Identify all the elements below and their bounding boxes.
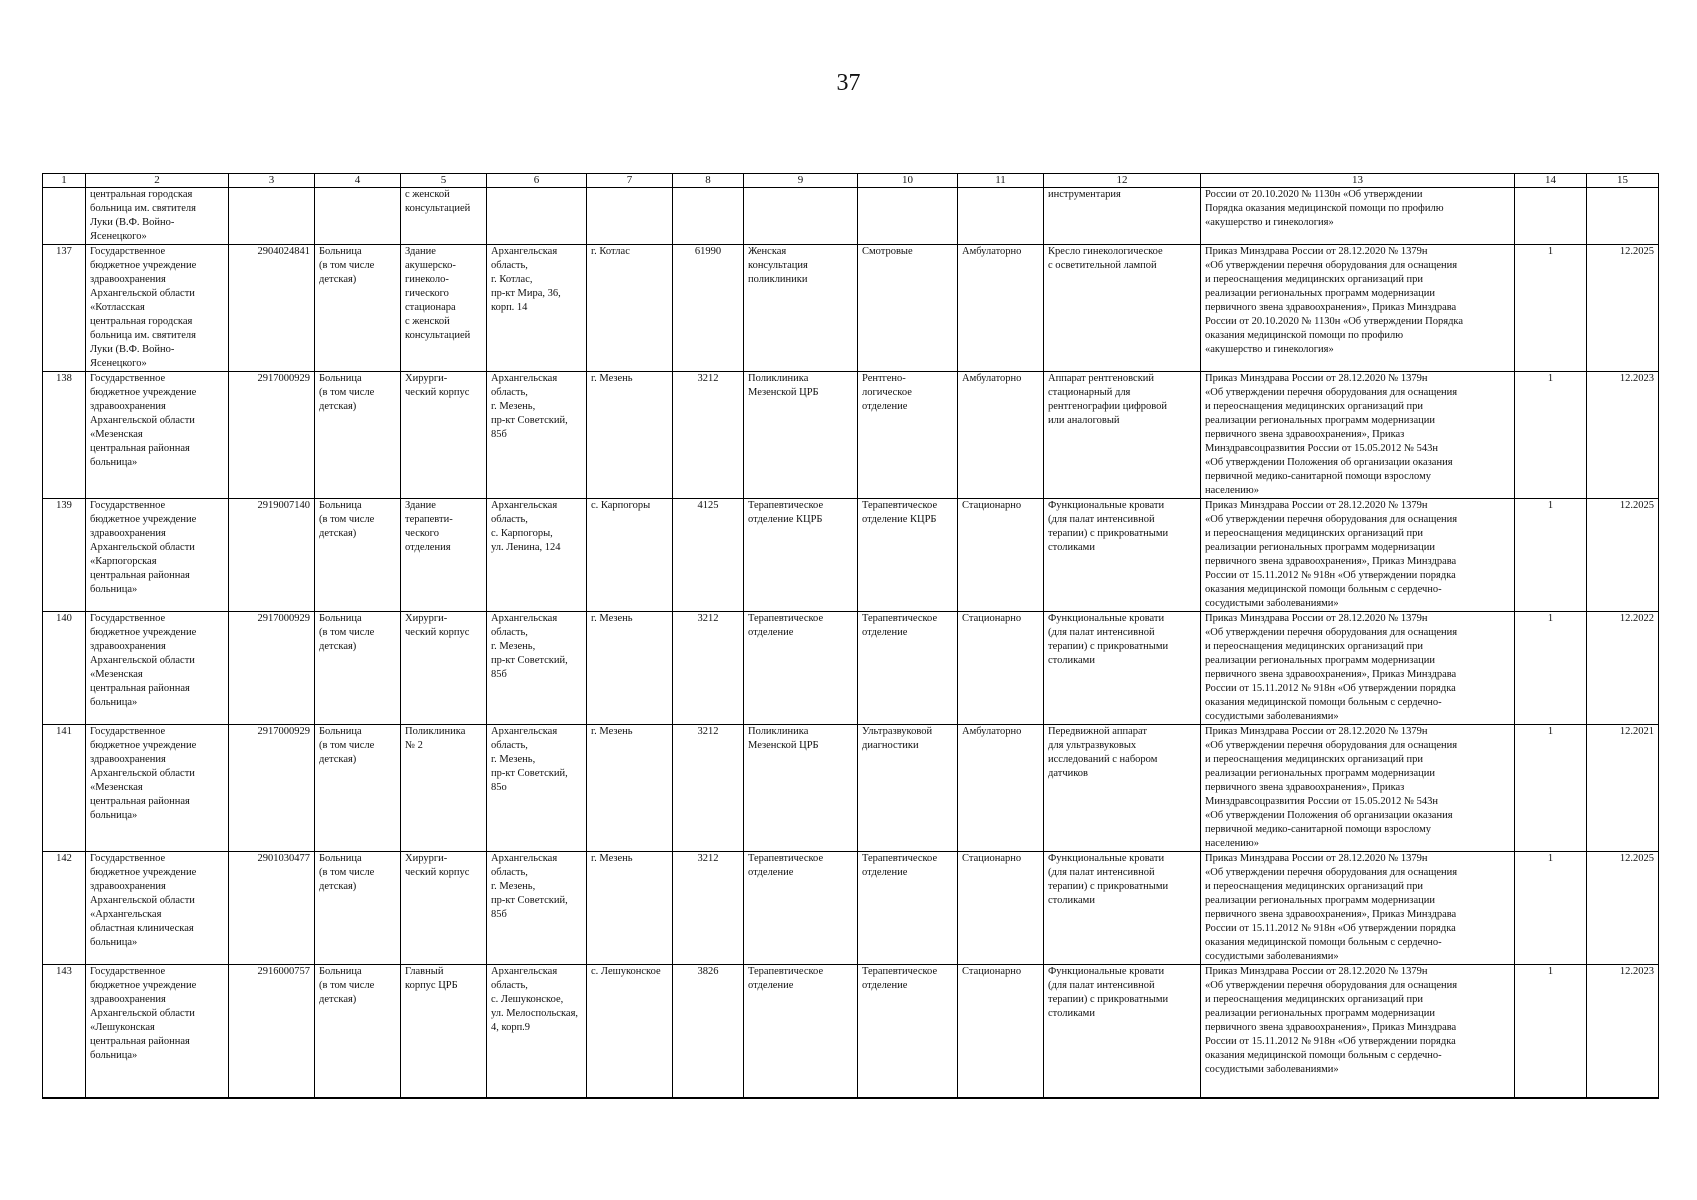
table-cell-col-3: 2904024841 — [229, 245, 315, 372]
table-cell-col-12: инструментария — [1044, 188, 1201, 245]
table-cell-col-14: 1 — [1515, 965, 1587, 1098]
table-cell-col-8: 3212 — [673, 852, 744, 965]
table-cell-col-10: Терапевтическое отделение — [858, 852, 958, 965]
table-cell-col-6: Архангельская область, г. Мезень, пр-кт Советский, 85б — [487, 372, 587, 499]
table-cell-col-6: Архангельская область, г. Мезень, пр-кт Советский, 85б — [487, 612, 587, 725]
table-row — [43, 372, 1659, 499]
table-cell-col-10: Терапевтическое отделение — [858, 965, 958, 1098]
table-cell-col-8 — [673, 188, 744, 245]
table-cell-col-14: 1 — [1515, 245, 1587, 372]
table-cell-col-11: Стационарно — [958, 852, 1044, 965]
table-cell-col-5: Хирурги- ческий корпус — [401, 372, 487, 499]
column-header-1: 1 — [43, 174, 86, 188]
table-cell-col-9: Поликлиника Мезенской ЦРБ — [744, 372, 858, 499]
table-cell-col-12: Функциональные кровати (для палат интенсивной терапии) с прикроватными столиками — [1044, 965, 1201, 1098]
table-cell-col-5: Хирурги- ческий корпус — [401, 852, 487, 965]
table-cell-col-11: Стационарно — [958, 965, 1044, 1098]
table-cell-col-12: Передвижной аппарат для ультразвуковых исследований с набором датчиков — [1044, 725, 1201, 852]
table-row — [43, 499, 1659, 612]
column-header-6: 6 — [487, 174, 587, 188]
table-cell-col-1 — [43, 188, 86, 245]
table-cell-col-10 — [858, 188, 958, 245]
table-cell-col-5: с женской консультацией — [401, 188, 487, 245]
table-cell-col-12: Функциональные кровати (для палат интенсивной терапии) с прикроватными столиками — [1044, 612, 1201, 725]
table-cell-col-3: 2919007140 — [229, 499, 315, 612]
table-cell-col-4: Больница (в том числе детская) — [315, 372, 401, 499]
table-cell-col-8: 61990 — [673, 245, 744, 372]
table-cell-col-7 — [587, 188, 673, 245]
column-header-8: 8 — [673, 174, 744, 188]
table-cell-col-11: Амбулаторно — [958, 372, 1044, 499]
table-cell-col-9 — [744, 188, 858, 245]
table-cell-col-15 — [1587, 188, 1659, 245]
table-cell-col-1: 142 — [43, 852, 86, 965]
table-cell-col-14: 1 — [1515, 852, 1587, 965]
column-header-10: 10 — [858, 174, 958, 188]
column-header-13: 13 — [1201, 174, 1515, 188]
table-cell-col-4 — [315, 188, 401, 245]
table-cell-col-9: Терапевтическое отделение — [744, 965, 858, 1098]
table-cell-col-2: Государственное бюджетное учреждение здравоохранения Архангельской области «Карпогорская центральная районная больница» — [86, 499, 229, 612]
table-cell-col-12: Аппарат рентгеновский стационарный для рентгенографии цифровой или аналоговый — [1044, 372, 1201, 499]
table-cell-col-13: Приказ Минздрава России от 28.12.2020 № 1379н «Об утверждении перечня оборудования для оснащения и переоснащения медицинских организаций при реализации региональных программ модернизации первичного звена здравоохранения», Приказ Минздрава России от 15.11.2012 № 918н «Об утверждении порядка оказания медицинской помощи больным с сердечно- сосудистыми заболеваниями» — [1201, 612, 1515, 725]
table-cell-col-14: 1 — [1515, 612, 1587, 725]
page-number: 37 — [836, 70, 861, 96]
table-cell-col-1: 139 — [43, 499, 86, 612]
table-cell-col-13: Приказ Минздрава России от 28.12.2020 № 1379н «Об утверждении перечня оборудования для оснащения и переоснащения медицинских организаций при реализации региональных программ модернизации первичного звена здравоохранения», Приказ Минздрава России от 15.11.2012 № 918н «Об утверждении порядка оказания медицинской помощи больным с сердечно- сосудистыми заболеваниями» — [1201, 499, 1515, 612]
table-cell-col-5: Здание терапевти- ческого отделения — [401, 499, 487, 612]
table-cell-col-2: центральная городская больница им. святителя Луки (В.Ф. Войно- Ясенецкого» — [86, 188, 229, 245]
table-cell-col-2: Государственное бюджетное учреждение здравоохранения Архангельской области «Мезенская центральная районная больница» — [86, 612, 229, 725]
column-header-3: 3 — [229, 174, 315, 188]
table-cell-col-12: Функциональные кровати (для палат интенсивной терапии) с прикроватными столиками — [1044, 499, 1201, 612]
table-cell-col-8: 3826 — [673, 965, 744, 1098]
table-cell-col-4: Больница (в том числе детская) — [315, 499, 401, 612]
table-cell-col-14: 1 — [1515, 499, 1587, 612]
table-cell-col-11: Стационарно — [958, 499, 1044, 612]
table-cell-col-15: 12.2022 — [1587, 612, 1659, 725]
table-cell-col-14: 1 — [1515, 725, 1587, 852]
table-cell-col-4: Больница (в том числе детская) — [315, 725, 401, 852]
table-cell-col-14: 1 — [1515, 372, 1587, 499]
table-cell-col-10: Терапевтическое отделение — [858, 612, 958, 725]
table-row — [43, 188, 1659, 245]
table-cell-col-9: Поликлиника Мезенской ЦРБ — [744, 725, 858, 852]
table-cell-col-15: 12.2025 — [1587, 245, 1659, 372]
table-cell-col-9: Терапевтическое отделение — [744, 612, 858, 725]
table-cell-col-15: 12.2021 — [1587, 725, 1659, 852]
table-cell-col-9: Женская консультация поликлиники — [744, 245, 858, 372]
table-cell-col-10: Ультразвуковой диагностики — [858, 725, 958, 852]
table-cell-col-15: 12.2025 — [1587, 852, 1659, 965]
table-cell-col-2: Государственное бюджетное учреждение здравоохранения Архангельской области «Архангельская областная клиническая больница» — [86, 852, 229, 965]
table-cell-col-8: 3212 — [673, 612, 744, 725]
table-cell-col-10: Смотровые — [858, 245, 958, 372]
table-cell-col-4: Больница (в том числе детская) — [315, 612, 401, 725]
table-row — [43, 612, 1659, 725]
table-cell-col-6: Архангельская область, г. Мезень, пр-кт Советский, 85о — [487, 725, 587, 852]
column-header-9: 9 — [744, 174, 858, 188]
table-cell-col-1: 141 — [43, 725, 86, 852]
table-cell-col-2: Государственное бюджетное учреждение здравоохранения Архангельской области «Котласская центральная городская больница им. святителя Луки (В.Ф. Войно- Ясенецкого» — [86, 245, 229, 372]
column-header-11: 11 — [958, 174, 1044, 188]
table-cell-col-9: Терапевтическое отделение — [744, 852, 858, 965]
table-cell-col-11: Амбулаторно — [958, 245, 1044, 372]
table-cell-col-7: г. Мезень — [587, 372, 673, 499]
table-cell-col-3: 2901030477 — [229, 852, 315, 965]
table-cell-col-8: 3212 — [673, 725, 744, 852]
table-cell-col-11 — [958, 188, 1044, 245]
table-cell-col-1: 143 — [43, 965, 86, 1098]
column-header-2: 2 — [86, 174, 229, 188]
table-cell-col-15: 12.2025 — [1587, 499, 1659, 612]
table-row — [43, 725, 1659, 852]
table-cell-col-4: Больница (в том числе детская) — [315, 965, 401, 1098]
table-row — [43, 852, 1659, 965]
table-cell-col-1: 138 — [43, 372, 86, 499]
table-cell-col-5: Поликлиника № 2 — [401, 725, 487, 852]
table-cell-col-8: 3212 — [673, 372, 744, 499]
table-cell-col-2: Государственное бюджетное учреждение здравоохранения Архангельской области «Мезенская центральная районная больница» — [86, 725, 229, 852]
header-row — [43, 174, 1659, 188]
table-cell-col-2: Государственное бюджетное учреждение здравоохранения Архангельской области «Мезенская центральная районная больница» — [86, 372, 229, 499]
table-cell-col-7: г. Мезень — [587, 852, 673, 965]
table-cell-col-4: Больница (в том числе детская) — [315, 245, 401, 372]
table-cell-col-7: с. Карпогоры — [587, 499, 673, 612]
table-cell-col-14 — [1515, 188, 1587, 245]
table-cell-col-13: Приказ Минздрава России от 28.12.2020 № 1379н «Об утверждении перечня оборудования для оснащения и переоснащения медицинских организаций при реализации региональных программ модернизации первичного звена здравоохранения», Приказ Минздрава России от 15.11.2012 № 918н «Об утверждении порядка оказания медицинской помощи больным с сердечно- сосудистыми заболеваниями» — [1201, 965, 1515, 1098]
table-cell-col-11: Стационарно — [958, 612, 1044, 725]
equipment-table — [42, 173, 1659, 1099]
table-cell-col-15: 12.2023 — [1587, 372, 1659, 499]
table-cell-col-3: 2917000929 — [229, 612, 315, 725]
column-header-5: 5 — [401, 174, 487, 188]
table-row — [43, 245, 1659, 372]
table-cell-col-8: 4125 — [673, 499, 744, 612]
table-cell-col-13: Приказ Минздрава России от 28.12.2020 № 1379н «Об утверждении перечня оборудования для оснащения и переоснащения медицинских организаций при реализации региональных программ модернизации первичного звена здравоохранения», Приказ Минздрава России от 15.11.2012 № 918н «Об утверждении порядка оказания медицинской помощи больным с сердечно- сосудистыми заболеваниями» — [1201, 852, 1515, 965]
table-cell-col-10: Рентгено- логическое отделение — [858, 372, 958, 499]
table-cell-col-5: Главный корпус ЦРБ — [401, 965, 487, 1098]
table-cell-col-5: Здание акушерско- гинеколо- гического стационара с женской консультацией — [401, 245, 487, 372]
table-cell-col-13: Приказ Минздрава России от 28.12.2020 № 1379н «Об утверждении перечня оборудования для оснащения и переоснащения медицинских организаций при реализации региональных программ модернизации первичного звена здравоохранения», Приказ Минздравсоцразвития России от 15.05.2012 № 543н «Об утверждении Положения об организации оказания первичной медико-санитарной помощи взрослому населению» — [1201, 372, 1515, 499]
table-cell-col-6: Архангельская область, г. Мезень, пр-кт Советский, 85б — [487, 852, 587, 965]
table-cell-col-6: Архангельская область, с. Лешуконское, ул. Мелоспольская, 4, корп.9 — [487, 965, 587, 1098]
table-cell-col-7: г. Мезень — [587, 612, 673, 725]
table-cell-col-3: 2917000929 — [229, 725, 315, 852]
table-cell-col-5: Хирурги- ческий корпус — [401, 612, 487, 725]
table-cell-col-1: 137 — [43, 245, 86, 372]
column-header-12: 12 — [1044, 174, 1201, 188]
table-cell-col-1: 140 — [43, 612, 86, 725]
table-cell-col-10: Терапевтическое отделение КЦРБ — [858, 499, 958, 612]
table-cell-col-6 — [487, 188, 587, 245]
table-cell-col-7: г. Котлас — [587, 245, 673, 372]
column-header-4: 4 — [315, 174, 401, 188]
table-row — [43, 965, 1659, 1098]
table-cell-col-9: Терапевтическое отделение КЦРБ — [744, 499, 858, 612]
table-cell-col-3: 2916000757 — [229, 965, 315, 1098]
table-cell-col-3 — [229, 188, 315, 245]
table-cell-col-3: 2917000929 — [229, 372, 315, 499]
table-cell-col-6: Архангельская область, г. Котлас, пр-кт Мира, 36, корп. 14 — [487, 245, 587, 372]
column-header-14: 14 — [1515, 174, 1587, 188]
table-cell-col-13: Приказ Минздрава России от 28.12.2020 № 1379н «Об утверждении перечня оборудования для оснащения и переоснащения медицинских организаций при реализации региональных программ модернизации первичного звена здравоохранения», Приказ Минздравсоцразвития России от 15.05.2012 № 543н «Об утверждении Положения об организации оказания первичной медико-санитарной помощи взрослому населению» — [1201, 725, 1515, 852]
table-cell-col-7: с. Лешуконское — [587, 965, 673, 1098]
table-cell-col-12: Кресло гинекологическое с осветительной лампой — [1044, 245, 1201, 372]
table-cell-col-15: 12.2023 — [1587, 965, 1659, 1098]
table-cell-col-6: Архангельская область, с. Карпогоры, ул. Ленина, 124 — [487, 499, 587, 612]
column-header-15: 15 — [1587, 174, 1659, 188]
table-cell-col-2: Государственное бюджетное учреждение здравоохранения Архангельской области «Лешуконская центральная районная больница» — [86, 965, 229, 1098]
table-cell-col-13: Приказ Минздрава России от 28.12.2020 № 1379н «Об утверждении перечня оборудования для оснащения и переоснащения медицинских организаций при реализации региональных программ модернизации первичного звена здравоохранения», Приказ Минздрава России от 20.10.2020 № 1130н «Об утверждении Порядка оказания медицинской помощи по профилю «акушерство и гинекология» — [1201, 245, 1515, 372]
table-cell-col-12: Функциональные кровати (для палат интенсивной терапии) с прикроватными столиками — [1044, 852, 1201, 965]
table-cell-col-4: Больница (в том числе детская) — [315, 852, 401, 965]
column-header-7: 7 — [587, 174, 673, 188]
table-cell-col-11: Амбулаторно — [958, 725, 1044, 852]
table-cell-col-13: России от 20.10.2020 № 1130н «Об утверждении Порядка оказания медицинской помощи по профилю «акушерство и гинекология» — [1201, 188, 1515, 245]
table-cell-col-7: г. Мезень — [587, 725, 673, 852]
